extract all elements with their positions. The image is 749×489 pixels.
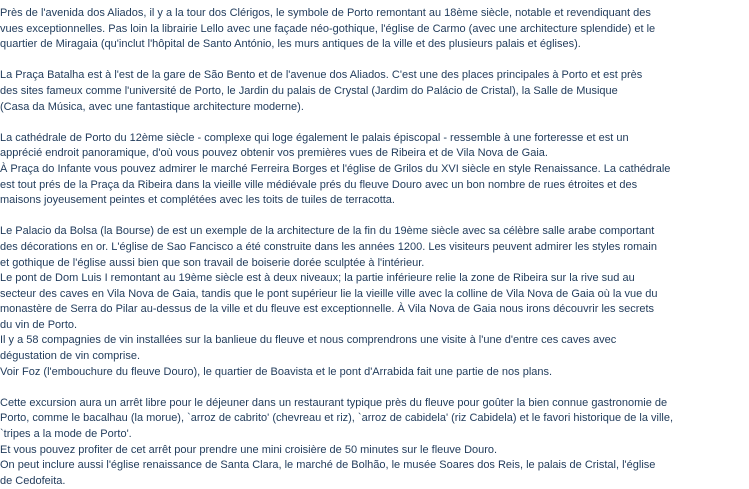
paragraph-gap xyxy=(0,115,749,131)
text-line: vues exceptionnelles. Pas loin la librairie Lello avec une façade néo-gothique, l'église de Carmo (avec une architecture splendide) et le xyxy=(0,22,656,35)
text-line: de Cedofeita. xyxy=(0,474,66,487)
text-line: Le Palacio da Bolsa (la Bourse) de est un exemple de la architecture de la fin du 19ème siècle avec sa célèbre salle arabe comportant xyxy=(0,225,655,238)
text-line: quartier de Miragaia (qu'inclut l'hôpital de Santo António, les murs antiques de la ville et des plusieurs palais et églises). xyxy=(0,38,581,51)
text-line: Voir Foz (l'embouchure du fleuve Douro), le quartier de Boavista et le pont d'Arrabida fait une partie de nos plans. xyxy=(0,365,553,378)
paragraph-gap xyxy=(0,209,749,225)
text-line: La Praça Batalha est à l'est de la gare de São Bento et de l'avenue dos Aliados. C'est une des places principales à Porto et est près xyxy=(0,69,643,82)
text-line: Porto, comme le bacalhau (la morue), `arroz de cabrito' (chevreau et riz), `arroz de cabidela' (riz Cabidela) et le favori historique de la ville, xyxy=(0,412,674,425)
text-line: À Praça do Infante vous pouvez admirer le marché Ferreira Borges et l'église de Grilos du XVI siècle en style Renaissance. La cathédrale xyxy=(0,162,671,175)
text-line: est tout prés de la Praça da Ribeira dans la vieille ville médiévale prés du fleuve Douro avec un bon nombre de rues étroites et des xyxy=(0,178,638,191)
text-line: maisons joyeusement peintes et complétées avec les toits de tuiles de terracotta. xyxy=(0,194,395,207)
text-line: des sites fameux comme l'université de Porto, le Jardin du palais de Crystal (Jardim do Palácio de Cristal), la Salle de Musique xyxy=(0,84,618,97)
text-line: La cathédrale de Porto du 12ème siècle - complexe qui loge également le palais épiscopal - ressemble à une forteresse et est un xyxy=(0,131,629,144)
text-line: (Casa da Música, avec une fantastique architecture moderne). xyxy=(0,100,304,113)
text-line: On peut inclure aussi l'église renaissance de Santa Clara, le marché de Bolhão, le musée Soares dos Reis, le palais de Cristal, l'église xyxy=(0,459,656,472)
paragraph-excursion xyxy=(0,396,749,489)
text-line: Et vous pouvez profiter de cet arrêt pour prendre une mini croisière de 50 minutes sur le fleuve Douro. xyxy=(0,443,498,456)
paragraph-cathedrale xyxy=(0,131,749,209)
text-line: dégustation de vin comprise. xyxy=(0,350,141,363)
text-line: apprécié endroit panoramique, d'où vous pouvez obtenir vos premières vues de Ribeira et de Vila Nova de Gaia. xyxy=(0,147,548,160)
text-line: monastère de Serra do Pilar au-dessus de la ville et du fleuve est exceptionnelle. À Vila Nova de Gaia nous irons découvrir les secrets xyxy=(0,303,655,316)
paragraph-gap xyxy=(0,53,749,69)
text-line: secteur des caves en Vila Nova de Gaia, tandis que le pont supérieur lie la vieille ville avec la colline de Vila Nova de Gaia où la vue du xyxy=(0,287,658,300)
paragraph-clerigos xyxy=(0,6,749,53)
text-line: du vin de Porto. xyxy=(0,318,78,331)
text-line: et gothique de l'église aussi bien que son travail de boiserie dorée sculptée à l'intérieur. xyxy=(0,256,425,269)
text-line: Il y a 58 compagnies de vin installées sur la banlieue du fleuve et nous comprendrons une visite à l'une d'entre ces caves avec xyxy=(0,334,617,347)
paragraph-gap xyxy=(0,380,749,396)
text-line: `tripes a la mode de Porto'. xyxy=(0,428,132,441)
paragraph-praca-batalha xyxy=(0,68,749,115)
paragraph-palacio-bolsa xyxy=(0,224,749,380)
text-line: Près de l'avenida dos Aliados, il y a la tour dos Clérigos, le symbole de Porto remontant au 18ème siècle, notable et revendiquant des xyxy=(0,7,651,19)
text-line: Le pont de Dom Luis I remontant au 19ème siècle est à deux niveaux; la partie inférieure relie la zone de Ribeira sur la rive sud au xyxy=(0,272,635,285)
text-line: Cette excursion aura un arrêt libre pour le déjeuner dans un restaurant typique près du fleuve pour goûter la bien connue gastronomie de xyxy=(0,396,668,409)
text-line: des décorations en or. L'église de Sao Fancisco a été construite dans les années 1200. Les visiteurs peuvent admirer les styles romain xyxy=(0,240,657,253)
